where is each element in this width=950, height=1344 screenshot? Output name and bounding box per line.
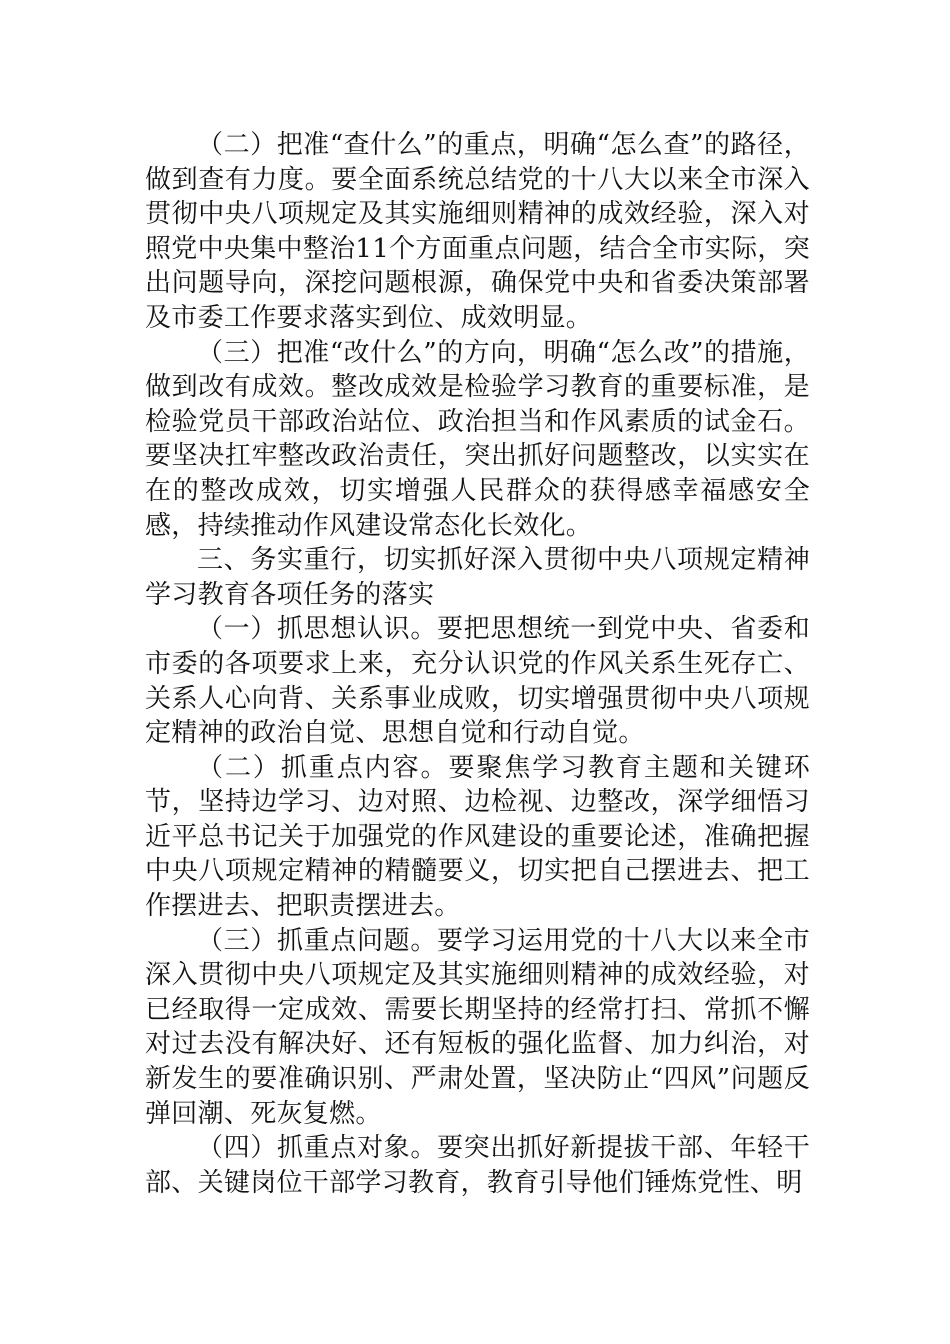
paragraph-key-targets: （四）抓重点对象。要突出抓好新提拔干部、年轻干部、关键岗位干部学习教育，教育引导他们锤炼党性、明: [145, 1133, 810, 1198]
paragraph-key-problems: （三）抓重点问题。要学习运用党的十八大以来全市深入贯彻中央八项规定及其实施细则精神的成效经验，对已经取得一定成效、需要长期坚持的经常打扫、常抓不懈对过去没有解决好、还有短板的强化监督、加力纠治，对新发生的要准确识别、严肃处置，坚决防止“四风”问题反弹回潮、死灰复燃。: [145, 925, 810, 1129]
paragraph-rectify-direction: （三）把准“改什么”的方向，明确“怎么改”的措施，做到改有成效。整改成效是检验学习教育的重要标准，是检验党员干部政治站位、政治担当和作风素质的试金石。要坚决扛牢整改政治责任，突出抓好问题整改，以实实在在的整改成效，切实增强人民群众的获得感幸福感安全感，持续推动作风建设常态化长效化。: [145, 337, 810, 541]
paragraph-thinking: （一）抓思想认识。要把思想统一到党中央、省委和市委的各项要求上来，充分认识党的作风关系生死存亡、关系人心向背、关系事业成败，切实增强贯彻中央八项规定精神的政治自觉、思想自觉和行动自觉。: [145, 614, 810, 749]
section-heading-three: 三、务实重行，切实抓好深入贯彻中央八项规定精神学习教育各项任务的落实: [145, 545, 810, 610]
paragraph-key-content: （二）抓重点内容。要聚焦学习教育主题和关键环节，坚持边学习、边对照、边检视、边整改，深学细悟习近平总书记关于加强党的作风建设的重要论述，准确把握中央八项规定精神的精髓要义，切实把自己摆进去、把工作摆进去、把职责摆进去。: [145, 752, 810, 922]
paragraph-check-focus: （二）把准“查什么”的重点，明确“怎么查”的路径，做到查有力度。要全面系统总结党的十八大以来全市深入贯彻中央八项规定及其实施细则精神的成效经验，深入对照党中央集中整治11个方面重点问题，结合全市实际，突出问题导向，深挖问题根源，确保党中央和省委决策部署及市委工作要求落实到位、成效明显。: [145, 130, 810, 333]
document-body: [145, 128, 810, 1200]
